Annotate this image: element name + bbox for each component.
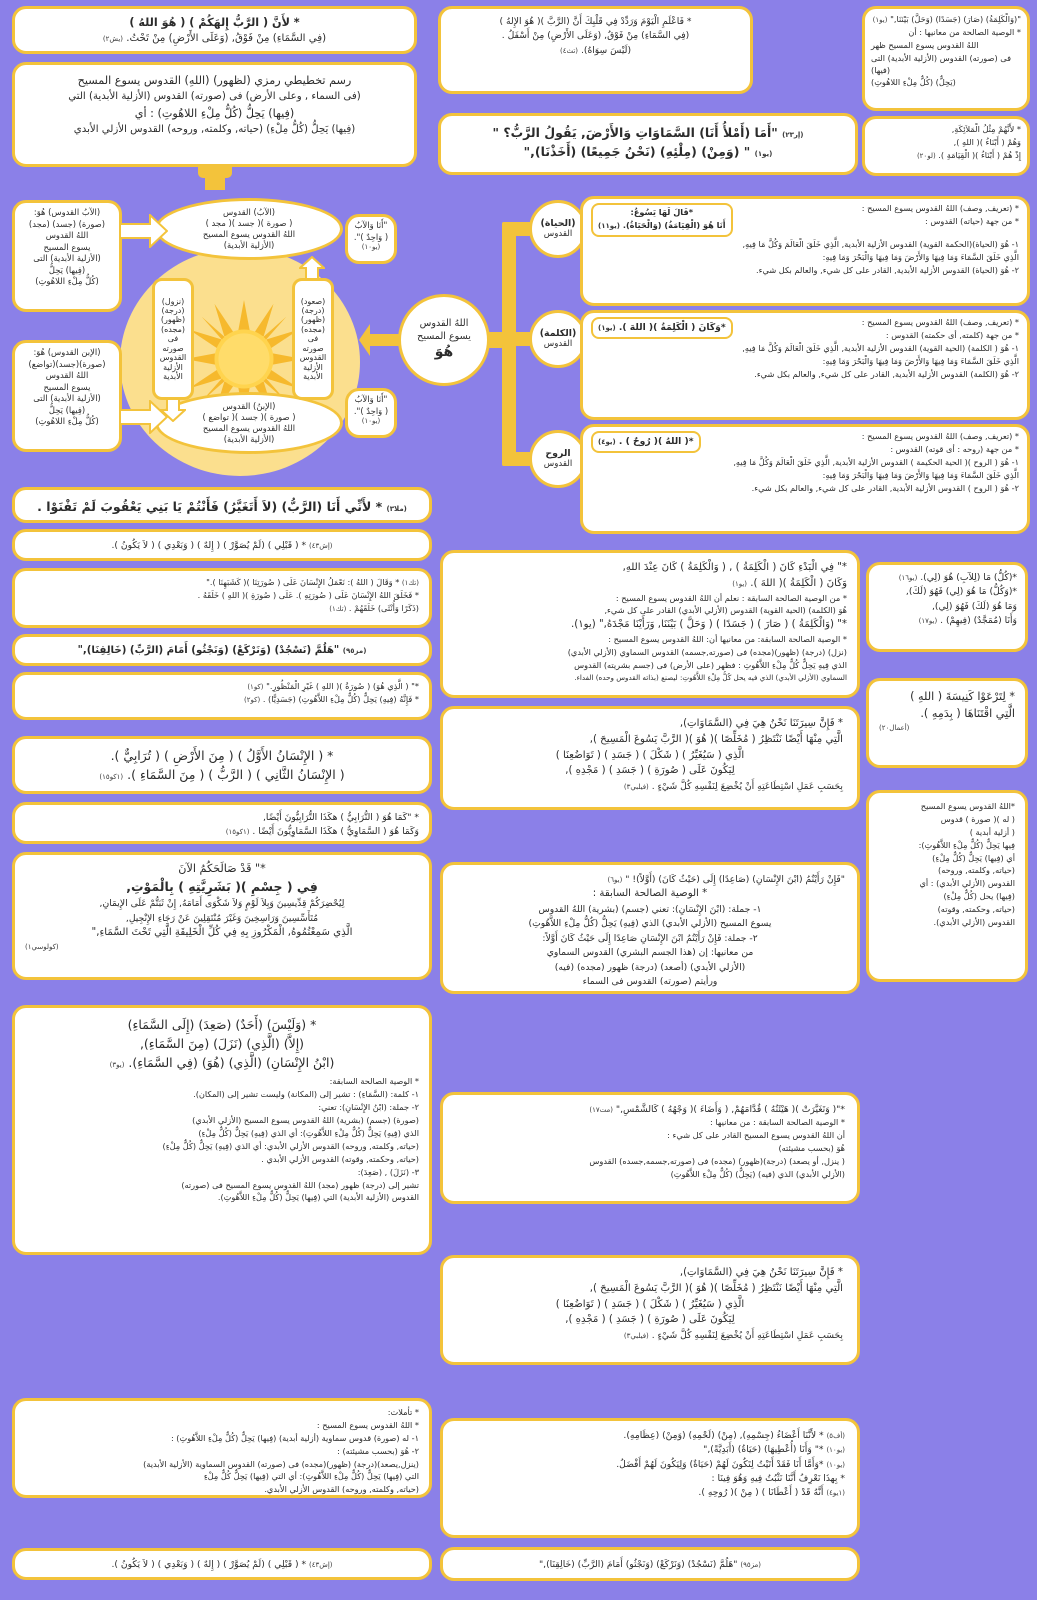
- fr3-l4: أي (فِيها) يَحِلُّ (كُلُّ مِلْءِ): [932, 852, 1015, 863]
- fr3-l9: القدوس (الأزلي الأبدي).: [933, 917, 1015, 928]
- father-l3: اللهُ القدوس يسوع المسيح: [202, 229, 296, 239]
- card-descend: [152, 278, 194, 400]
- ph-ref: (فيلبي٣): [623, 783, 649, 792]
- mal3-line: (ملا٣) * لأَنِّي أَنَا (الرَّبُّ) (لاَ أَتَغَيَّرُ) فَأَنْتُمْ يَا بَنِي يَعْقُوبَ لَمْ تَفْنَوْا .: [37, 499, 407, 514]
- card-john3: [12, 1005, 432, 1255]
- arrow-up-icon: [299, 256, 325, 280]
- card-deut4: [438, 6, 753, 94]
- card-john16-17: [866, 562, 1028, 652]
- jer23-ref2: (يو١): [754, 150, 773, 159]
- jer23-line2: (يو١) " (وَمِنْ) (مِلْئِهِ) (نَحْنُ جَمِيعًا) (أَخَذْنَا),": [523, 144, 773, 160]
- jw-l1: وَكَانَ ( الْكَلِمَةُ )( اللهَ ). (يو١): [732, 577, 847, 589]
- fatherdef-l7: (كُلُّ مِلْءِ اللاهُوتِ): [35, 276, 99, 287]
- gen1-l1: (تك١) * وَقَالَ ( اللهُ ): نَعْمَلُ الإِنْسَانَ عَلَى ( صُورَتِنَا )( كَشَبَهِنَا ).": [206, 577, 419, 587]
- sondef-l1: (الإبن القدوس) هُوَ:: [33, 347, 101, 357]
- colos-l5: الَّذِي سَمِعْتُمُوهُ, الْمَكْرُوزِ بِهِ فِي كُلِّ الْخَلِيقَةِ الَّتِي تَحْتَ السَّمَاءِ,": [91, 927, 353, 939]
- isa43b-ref: (إش٤٣): [309, 1561, 333, 1569]
- ps95b-line: (مز٩٥) "هَلُمَّ (نَسْجُدْ) (وَنَرْكَعْ) (وَنَجْثُو) أَمَامَ (الرَّبِّ) (خَالِقِنَا),": [538, 1559, 762, 1570]
- j6-l6: (الأزلي الأبدي) (أصعد) (درجة) ظهور (مجده) (فيه): [554, 961, 746, 973]
- ph-l4: بِحَسَبِ عَمَلِ اسْتِطَاعَتِهِ أَنْ يُخْضِعَ لِنَفْسِهِ كُلَّ شَيْءٍ . (فيلبي٣): [623, 781, 843, 793]
- ascend-l8: الأزلية: [303, 362, 323, 372]
- ph-l2: الَّذِي ( سَيُغَيِّرُ ) ( شَكْلَ ) ( جَسَدِ ) ( تَوَاضُعِنَا ): [555, 749, 745, 761]
- card-luke20: [862, 116, 1030, 176]
- descend-l6: صورته: [162, 343, 184, 353]
- fr2-ref: (أعمال٢٠): [879, 724, 910, 733]
- ep-ref3: (١يو٤): [826, 1489, 845, 1498]
- ascend-l9: الأبدية: [303, 372, 323, 382]
- card-col1: [12, 672, 432, 720]
- fr2-l0: * لِتَرْعَوْا كَنِيسَةَ ( اللهِ ): [910, 690, 1015, 703]
- title-line2: (فى السماء , وعلى الأرض) فى (صورته) القدوس (الأزلية الأبدية) التي: [68, 91, 361, 103]
- john3-n3: (صورة) (جسم) (بشرية) اللهُ القدوس يسوع المسيح (الأزلي الأبدي): [192, 1115, 419, 1126]
- mt-ref: (مت١٧): [589, 1106, 613, 1114]
- descend-l8: الأزلية: [163, 362, 183, 372]
- gen1-l3: (ذَكَرًا وَأُنْثَى) خَلَقَهُمْ . (تك١): [329, 602, 419, 613]
- word-l1: * (تعريف, وصف) اللهُ القدوس يسوع المسيح :: [861, 317, 1019, 327]
- ps95b-ref: (مز٩٥): [740, 1561, 762, 1569]
- life-l1: * (تعريف, وصف) اللهُ القدوس يسوع المسيح :: [861, 203, 1019, 213]
- card-isa43b: [12, 1548, 432, 1580]
- fr1-ref1: (يو١٧): [918, 617, 938, 626]
- j6-l2: ١- جملة: (ابْنَ الإِنْسَانِ): تعني (جسم) (بشرية) اللهُ القدوس: [538, 904, 762, 916]
- card-eph5: [440, 1418, 860, 1538]
- john3-ref: (يو٣): [109, 1061, 125, 1070]
- life-l4: الَّذِي خَلَقَ السَّمَاءَ وَمَا فِيهَا وَالأَرْضَ وَمَا فِيهَا وَالْبَحْرَ وَمَا فِيهِ:: [822, 251, 1019, 262]
- sondef-l2: (صورة)(جسد)(تواضع): [28, 358, 106, 369]
- mt-l5: (الأزلي الأبدي) الذي (فيه) (يَحِلُّ) (كُلُّ مِلْءِ اللاَّهُوتِ): [670, 1168, 845, 1179]
- taam-l2: ١- له (صورة) قدوس سماوية (أزلية أبدية) (فِيها) يَحِلُّ (كُلُّ مِلْءِ اللاَّهُوتِ) :: [170, 1432, 419, 1443]
- deut4-ref: (تث٤): [559, 46, 579, 55]
- sondef-l4: يسوع المسيح: [43, 381, 91, 392]
- ph-l0: * فَإِنَّ سِيرَتَنَا نَحْنُ هِيَ فِي (السَّمَاوَاتِ),: [679, 718, 843, 729]
- ph-l3: لِيَكُونَ عَلَى ( صُورَةِ ) ( جَسَدِ ) ( مَجْدِهِ ),: [565, 765, 735, 777]
- john3-l3: (ابْنُ الإِنْسَانِ) (الَّذِي) (هُوَ) (فِي السَّمَاءِ). (يو٣): [109, 1055, 335, 1071]
- col1-l2: * فَإِنَّهُ (فِيهِ) يَحِلُّ (كُلُّ مِلْءِ اللاَّهُوتِ) (جَسَدِيًّا) . (كو٢): [244, 693, 419, 704]
- j6-ref: (يو٦): [607, 876, 623, 884]
- col1-l1: *" ( الَّذِي هُوَ) ( صُورَةُ )( اللهِ ) غَيْرِ الْمَنْظُورِ." (كو١): [247, 681, 419, 691]
- john3-n5: (حياته, وكلمته, وروحه) القدوس الأزلي الأبدي: أي الذي (فِيهِ) يَحِلُّ (كُلُّ مِلْءِ): [162, 1140, 419, 1151]
- son-l1: (الإبنُ) القدوس: [222, 401, 276, 412]
- panel-spirit: [580, 424, 1030, 534]
- card-colossians1: [12, 852, 432, 980]
- taam-l3: ٢- هُوَ (بحسب مشيئته) :: [337, 1445, 419, 1456]
- card-gen1: [12, 568, 432, 628]
- fr3-l6: القدوس (الأزلي الأبدي) : أي: [919, 878, 1015, 889]
- john3-n8: تشير إلى (درجة) ظهور (مجد) اللهُ القدوس يسوع المسيح فى (صورته): [181, 1179, 419, 1190]
- ep-l3: * بِهذَا نَعْرِفُ أَنَّنَا نَثْبُتُ فِيهِ وَهُوَ فِينَا :: [711, 1473, 845, 1485]
- john3-n6: (حياته, وحكمته, وقوته) القدوس الأزلي الأبدي .: [261, 1153, 419, 1164]
- fr1-l0: *(كُلُّ) مَا (لِلآبِ) هُوَ (لِي). (يو١٦): [898, 572, 1017, 583]
- phb-ref: (فيلبي٣): [623, 1332, 649, 1341]
- deut4-line2: (فِي السَّمَاءِ) مِنْ فَوْقُ, (وَعَلَى الأَرْضِ) مِنْ أَسْفَلُ .: [501, 30, 690, 42]
- jw-l6: (نزل) (درجة) (ظهور)(مجده) فى (صورته,جسمه) القدوس السماوي (الأزلي الأبدي): [567, 647, 847, 658]
- title-line1: رسم تخطيطي رمزي (لظهور) (اللهِ) القدوس يسوع المسيح: [77, 74, 352, 87]
- john3-n1: ١- كلمة: (السَّمَاءِ) : تشير إلى (المكانة) وليست تشير إلى (المكان).: [193, 1089, 419, 1100]
- phb-l1: الَّتِي مِنْهَا أَيْضًا نَنْتَظِرُ ( مُخَلِّصًا )( هُوَ )( الرَّبَّ يَسُوعَ الْمَسِيحَ ),: [589, 1282, 843, 1294]
- card-1cor15: [12, 736, 432, 794]
- sondef-l7: (كُلُّ مِلْءِ اللاهُوتِ): [35, 416, 99, 427]
- card-1cor15b: [12, 802, 432, 844]
- title-line3: (فِيها) يَحِلُّ (كُلُّ مِلْءِ اللاهُوتِ) : أي: [134, 107, 295, 121]
- ep-ref1: (يو١٠): [826, 1446, 845, 1455]
- card-unity-top: [345, 214, 397, 264]
- descend-l1: (نزول): [161, 296, 185, 306]
- isa43-ref: (إش٤٣): [309, 542, 333, 550]
- son-l4: (الأزلية الأبدية): [223, 433, 275, 444]
- title-connector-stem: [205, 176, 225, 190]
- john1-line5: (يَحِلُّ) (كُلُّ مِلْءِ اللاهُوتِ): [871, 77, 956, 88]
- descend-l9: الأبدية: [163, 372, 183, 382]
- card-ascend: [292, 278, 334, 400]
- card-acts20: [866, 678, 1028, 768]
- ascend-l2: (درجة): [301, 305, 325, 315]
- card-john1-word: [440, 550, 860, 698]
- fr1-l1: *(وَكُلُّ) مَا هُوَ (لِي) فَهُوَ (لَكَ),: [905, 586, 1017, 598]
- ep-l2: (يو١٠) *وَأَمَّا أَنَا فَقَدْ أَتَيْتُ لِتَكُونَ لَهُمْ (حَيَاةٌ) وَلِيَكُونَ لَهُمْ أَفْضَلُ.: [616, 1458, 845, 1470]
- card-summary: [866, 790, 1028, 982]
- spirit-quote-box: [591, 431, 701, 453]
- word-l5: ٢- هُوَ (الكلمة) القدوس الأزلية الأبدية, القادر على كل شيء, والعالم بكل شيء.: [754, 368, 1019, 379]
- card-unity-bottom: [345, 388, 397, 438]
- node-branch-spirit: [529, 430, 587, 488]
- spirit-l1: * (تعريف, وصف) اللهُ القدوس يسوع المسيح :: [861, 431, 1019, 441]
- descend-l4: (مجده): [160, 324, 186, 334]
- life-quote-ref: (يو١١): [598, 221, 620, 230]
- arrow-left-hub-icon: [358, 322, 400, 358]
- jw-l7: الذي فِيهِ يَحِلُّ كُلُّ مِلْءِ اللاَّهُوتِ : فظهر (على الأرض) فى (جسم بشريته) القدوس: [574, 659, 847, 670]
- card-isa43: [12, 529, 432, 561]
- descend-l2: (درجة): [161, 305, 185, 315]
- fr3-l8: (حياته, وحكمته, وقوته): [937, 904, 1015, 915]
- cor15b-ref: (١كو١٥): [225, 828, 250, 837]
- j6-l5: من معانيها: إن (هذا الجسم البشري) القدوس السماوي: [546, 947, 754, 959]
- card-john6: [440, 862, 860, 994]
- father-l2: ( صورة )( جسد )( مجد ): [205, 218, 293, 229]
- verse-ref: (يش٢): [102, 35, 124, 44]
- branch-life-sub: القدوس: [543, 229, 573, 240]
- card-diagram-title: [12, 62, 417, 167]
- phb-l2: الَّذِي ( سَيُغَيِّرُ ) ( شَكْلَ ) ( جَسَدِ ) ( تَوَاضُعِنَا ): [555, 1298, 745, 1310]
- fr1-l3: وَأَنَا (مُمَجَّدٌ) (فِيهِمْ) . (يو١٧): [918, 615, 1017, 627]
- john1-ref: (يو١): [872, 16, 888, 24]
- mt-l4: ( ينزل, أو يصعد) (درجة)(ظهور) (مجده) فى (صورته,جسمه,جسده) القدوس: [589, 1156, 845, 1167]
- colos-ref: (كولوسي١): [25, 942, 59, 951]
- fr3-l3: فِيها يَحِلُّ (كُلُّ مِلْءِ اللاَّهُوتِ):: [918, 839, 1015, 850]
- jer23-ref1: (إر٢٣): [782, 131, 804, 139]
- fr3-l1: ( له )( صورة ) قدوس: [940, 813, 1015, 824]
- unitytop-ref: (يو١٠): [361, 243, 381, 251]
- father-l4: (الأزلية الأبدية): [223, 239, 275, 250]
- mt-l3: هُوَ (بحسب مشيئته): [778, 1143, 845, 1154]
- card-phil3b: [440, 1255, 860, 1365]
- ph-l1: الَّتِي مِنْهَا أَيْضًا نَنْتَظِرُ ( مُخَلِّصًا )( هُوَ )( الرَّبَّ يَسُوعَ الْمَسِيحَ ),: [589, 733, 843, 745]
- sondef-l6: (فِيها) يَحِلُّ: [48, 404, 86, 415]
- fatherdef-l3: اللهُ القدوس: [45, 230, 89, 241]
- title-line4: (فِيها) يَحِلُّ (كُلُّ مِلْءِ) (حياته, وكلمته, وروحه) القدوس الأزلي الأبدي: [73, 124, 356, 136]
- cor15b-l2: وَكَمَا هُوَ ( السَّمَاوِيُّ ) هكَذَا السَّمَاوِيُّونَ أَيْضًا . (١كو١٥): [225, 826, 419, 838]
- spirit-l5: ٢- هُوَ ( الروح ) القدوس الأزلية الأبدية, القادر على كل شيء, والعالم بكل شيء.: [751, 482, 1019, 493]
- john3-l1: * (وَلَيْسَ) (أَحَدٌ) (صَعِدَ) (إِلَى السَّمَاءِ): [127, 1017, 317, 1032]
- unitytop-l2: ( وَاحِدٌ )".: [353, 231, 389, 242]
- son-l2: ( صورة )( جسد )( تواضع ): [202, 412, 296, 423]
- phb-l4: بِحَسَبِ عَمَلِ اسْتِطَاعَتِهِ أَنْ يُخْضِعَ لِنَفْسِهِ كُلَّ شَيْءٍ . (فيلبي٣): [623, 1330, 843, 1342]
- word-quote-ref: (يو١): [598, 324, 616, 332]
- card-mal3: [12, 487, 432, 523]
- luke20-line2: وَهُمْ ( أَبْنَاءُ )( اللهِ ),: [953, 136, 1021, 147]
- word-l2: * من جهة (كلمته, أى حكمته) القدوس :: [885, 329, 1019, 340]
- word-quote-l1: *وَكَانَ ( الْكَلِمَةُ )( اللهَ ). (يو١): [598, 322, 726, 333]
- card-phil3: [440, 706, 860, 810]
- branch-spirit-label: الروح: [545, 448, 571, 460]
- colos-l4: مُتَأَسِّسِينَ وَرَاسِخِينَ وَغَيْرَ مُنْتَقِلِينَ عَنْ رَجَاءِ الإِنْجِيلِ,: [125, 912, 319, 924]
- word-l3: ١- هُوَ ( الكلمة) (الحية القوية) القدوس الأزلية الأبدية, الَّذِي خَلَقَ الْعَالَمَ وَكُلَّ مَا فِيهِ,: [742, 342, 1019, 353]
- colos-l1: *" قَدْ صَالَحَكُمُ الآنَ: [178, 862, 266, 875]
- john1-line1: "(وَالْكَلِمَةُ) (صَارَ) (جَسَدًا) (وَحَلَّ) بَيْنَنَا," (يو١): [872, 14, 1021, 24]
- col1-ref2: (كو٢): [244, 695, 261, 704]
- hub-l2: يسوع المسيح: [417, 330, 471, 342]
- ascend-l5: فى: [307, 334, 319, 344]
- card-taamolat: [12, 1398, 432, 1498]
- fr1-l2: وَمَا هُوَ (لَكَ) فَهُوَ (لِي),: [931, 600, 1017, 612]
- spirit-quote-l1: *( اللهُ )( رُوحٌ ) . (يو٤): [598, 436, 694, 447]
- branch-spirit-sub: القدوس: [543, 459, 573, 470]
- ps95-line: (مز٩٥) "هَلُمَّ (نَسْجُدْ) (وَنَرْكَعْ) (وَنَجْثُو) أَمَامَ (الرَّبِّ) (خَالِقِنَا),": [77, 645, 367, 656]
- arrow-right-father-icon: [120, 214, 168, 248]
- john3-notes: [25, 1076, 419, 1204]
- john3-n0: * الوصية الصالحة السابقة:: [329, 1076, 419, 1087]
- unitybot-l2: ( وَاحِدٌ )".: [353, 405, 389, 416]
- ascend-l4: (مجده): [300, 324, 326, 334]
- ep-ref0: (أف٥): [826, 1432, 845, 1440]
- jw-l2: * من الوصية الصالحة السابقة : نعلم أن اللهُ القدوس يسوع المسيح :: [615, 592, 847, 603]
- mt-l1: * الوصية الصالحة السابقة : من معانيها :: [709, 1117, 845, 1128]
- cor15-l1: * ( الإِنْسَانُ الأَوَّلُ ) ( مِنَ الأَرْضِ ) ( تُرَابِيٌّ ).: [110, 748, 334, 763]
- gen1-ref2: (تك١): [329, 604, 347, 613]
- verse-line2: (فِي السَّمَاءِ) مِنْ فَوْقُ, (وَعَلَى الأَرْضِ) مِنْ تَحْتُ. (يش٢): [102, 33, 327, 45]
- unitybot-ref: (يو١٠): [361, 417, 381, 425]
- life-l5: ٢- هُوَ (الحياة) القدوس الأزلية الأبدية, القادر على كل شيء, والعالم بكل شيء.: [756, 264, 1019, 275]
- ep-l1: (يو١٠) *" وَأَنَا (أُعْطِيهَا) (حَيَاةُ) (أَبَدِيَّةً),": [703, 1444, 845, 1456]
- life-l2: * من جهة (حياته) القدوس :: [925, 215, 1019, 226]
- father-l1: (الآبُ) القدوس: [223, 207, 275, 218]
- descend-l3: (ظهور): [160, 315, 186, 325]
- card-ps95: [12, 634, 432, 666]
- card-jer23: [438, 113, 858, 175]
- life-quote-box: [591, 203, 733, 237]
- spirit-l3: ١- هُوَ ( الروح )( الحية الحكيمة ) القدوس الأزلية الأبدية, الَّذِي خَلَقَ الْعَالَمَ وَكُلَّ مَا فِيهِ,: [733, 456, 1019, 467]
- gen1-l2: * فَخَلَقَ اللهُ الإِنْسَانَ عَلَى ( صُورَتِهِ ). عَلَى ( صُورَةِ )( اللهِ ) خَلَقَهُ .: [197, 589, 419, 600]
- phb-l3: لِيَكُونَ عَلَى ( صُورَةِ ) ( جَسَدِ ) ( مَجْدِهِ ),: [565, 1314, 735, 1326]
- j6-l1: * الوصية الصالحة السابقة :: [592, 888, 708, 900]
- jw-l8: السماوي (الأزلي الأبدي) الذي فيه يحل كُلُّ مِلْءِ اللاَّهُوتِ: ليصنع (بذاته القدوس وحده) الفداء.: [574, 672, 847, 682]
- luke20-line3: إِذْ هُمْ ( أَبْنَاءُ )( الْقِيَامَةِ ). (لو٢٠): [916, 149, 1021, 160]
- arrow-right-son-icon: [120, 400, 168, 434]
- deut4-line3: (لَيْسَ سِوَاهُ). (تث٤): [559, 44, 632, 56]
- taam-l1: * اللهُ القدوس يسوع المسيح :: [316, 1419, 419, 1430]
- branch-word-label: (الكلمة): [539, 328, 577, 340]
- fr3-l2: ( أزلية أبدية ): [969, 826, 1015, 837]
- john3-n9: القدوس (الأزلية الأبدية) التي (فِيها) يَحِلُّ (كُلُّ مِلْءِ اللاَّهُوتِ).: [217, 1192, 419, 1203]
- ascend-l6: صورته: [302, 343, 324, 353]
- jw-l5: * الوصية الصالحة السابقة: من معانيها أن: اللهُ القدوس يسوع المسيح :: [608, 634, 847, 645]
- fatherdef-l4: يسوع المسيح: [43, 241, 91, 252]
- life-l3: ١- هُوَ (الحياة)(الحكمة القوية) القدوس الأزلية الأبدية, الَّذِي خَلَقَ الْعَالَمَ وَكُلَّ مَا فِيهِ,: [742, 238, 1019, 249]
- word-l4: الَّذِي خَلَقَ السَّمَاءَ وَمَا فِيهَا وَالأَرْضَ وَمَا فِيهَا وَالْبَحْرَ وَمَا فِيهِ:: [822, 355, 1019, 366]
- jw-l0: *" فِي الْبَدْءِ كَانَ ( الْكَلِمَةُ ) , ( وَالْكَلِمَةُ ) كَانَ عِنْدَ اللهِ,: [622, 562, 847, 573]
- node-hub-christ: [398, 294, 490, 386]
- colos-l2: فِي ( جِسْمِ )( بَشَرِيَّتِهِ ) بِالْمَوْتِ,: [126, 879, 318, 895]
- card-john1-incarnation: [862, 6, 1030, 111]
- fr1-ref0: (يو١٦): [898, 574, 918, 582]
- fr3-l7: (فِيها) يحل (كُلُّ مِلْءِ): [943, 891, 1015, 902]
- j6-l7: ورأيتم (صورته) القدوس فى السماء: [582, 975, 718, 987]
- john1-line4: فى (صورته) القدوس (الأزلية الأبدية) التى (فيها): [871, 52, 1011, 75]
- john1-line2: * الوصية الصالحة من معانيها : أن: [908, 26, 1021, 37]
- gen1-ref1: (تك١): [401, 579, 419, 587]
- node-branch-life: [529, 200, 587, 258]
- ep-l0: (أف٥) * لأَنَّنَا أَعْضَاءُ (جِسْمِهِ), (مِنْ) (لَحْمِهِ) (وَمِنْ) (عِظَامِهِ).: [623, 1430, 845, 1441]
- deut4-line1: * فَاعْلَمِ الْيَوْمَ وَرَدِّدْ فِي قَلْبِكَ أَنَّ (الرَّبَّ )( هُوَ الإِلهُ ): [499, 16, 692, 27]
- hub-l1: اللهُ القدوس: [419, 317, 469, 329]
- ep-ref2: (يو١٠): [826, 1460, 845, 1469]
- node-branch-word: [529, 310, 587, 368]
- card-matt17: [440, 1092, 860, 1204]
- card-top-left-verse: [12, 6, 417, 54]
- unitybot-l1: "أَنَا وَالآبُ: [354, 394, 388, 404]
- col1-ref1: (كو١): [247, 683, 264, 691]
- isa43-line: (إش٤٣) * ( قَبْلِي ) (لَمْ يُصَوَّرْ ) ( إِلهٌ ) ( وَبَعْدِي ) ( لاَ يَكُونُ ).: [111, 540, 333, 551]
- sondef-l5: (الأزلية الأبدية) التى: [33, 393, 101, 404]
- john1-line3: اللهُ القدوس يسوع المسيح ظهر: [871, 39, 979, 50]
- jw-l3: هُوَ (الكلمة) (الحية القوية) القدوس (الأزلي الأبدي) القادر على كل شيء,: [604, 605, 847, 616]
- john3-n4: الذي (فِيهِ) يَحِلُّ (كُلُّ مِلْءِ اللاَّهُوتِ): أي الذي (فِيهِ) يَحِلُّ (كُلُّ مِلْءِ): [198, 1127, 419, 1138]
- fr3-l0: *اللهُ القدوس يسوع المسيح: [920, 801, 1015, 811]
- jer23-line1: (إر٢٣) "أَمَا (أَمْلأُ أَنَا) السَّمَاوَاتِ وَالأَرْضَ, يَقُولُ الرَّبُّ؟ ": [492, 125, 804, 140]
- hub-l3: هُوَ: [434, 344, 454, 361]
- mt-l0: *"( وَتَغَيَّرَتْ )( هَيْئَتُهُ ) قُدَّامَهُمْ, ( وَأَضَاءَ )( وَجْهُهُ ) كَالشَّمْسِ," (مت١٧): [589, 1104, 845, 1115]
- branch-life-label: (الحياة): [540, 218, 576, 230]
- node-father: [155, 198, 343, 260]
- fatherdef-l2: (صورة) (جسد) (مجد): [28, 218, 106, 229]
- fatherdef-l6: (فِيها) يَحِلُّ: [48, 264, 86, 275]
- fr3-l5: (حياته, وكلمته, وروحه): [938, 865, 1015, 876]
- taam-l5: التي (فِيها) يَحِلُّ (كُلُّ مِلْءِ اللاَّهُوتِ): أي التي (فِيها) يَحِلُّ كُلُّ مِلْءِ: [203, 1471, 419, 1482]
- descend-l5: فى: [167, 334, 179, 344]
- ascend-l3: (ظهور): [300, 315, 326, 325]
- j6-l4: ٢- جملة: فَإِنْ رَأَيْتُمُ ابْنَ الإِنْسَانِ صَاعِدًا إِلَى حَيْثُ كَانَ أَوَّلاً:: [542, 932, 758, 944]
- jw-ref: (يو١): [732, 579, 747, 588]
- fatherdef-l1: (الآبُ القدوس) هُوَ:: [33, 207, 101, 217]
- luke20-line1: * لأَنَّهُمْ مِثْلُ الْمَلاَئِكَةِ,: [951, 124, 1021, 134]
- mt-l2: أن اللهُ القدوس يسوع المسيح القادر على كل شيء :: [667, 1130, 845, 1141]
- john3-n7: ٣- (نَزَلَ) , (صَعِدَ):: [357, 1166, 419, 1177]
- son-l3: اللهُ القدوس يسوع المسيح: [202, 423, 296, 433]
- colos-l3: لِيُحْضِرَكُمْ قِدِّيسِينَ وَبِلاَ لَوْمٍ وَلاَ شَكْوَى أَمَامَهُ, إِنْ ثَبَتُّمْ عَلَى الإِيمَانِ,: [99, 898, 345, 910]
- ep-l4: (١يو٤) أَنَّهُ قَدْ ( أَعْطَانَا ) ( مِنْ )( رُوحِهِ ).: [698, 1487, 845, 1499]
- unitytop-l1: "أَنَا وَالآبُ: [354, 220, 388, 230]
- card-son-definition: [12, 340, 122, 452]
- word-quote-box: [591, 317, 733, 339]
- ascend-l7: القدوس: [299, 353, 327, 363]
- j6-l3: يسوع المسيح (الأزلي الأبدي) الذي (فِيهِ) يَحِلُّ (كُلُّ مِلْءِ اللاَّهُوتِ): [528, 918, 772, 930]
- spirit-l2: * من جهة (روحه : أى قوته) القدوس :: [890, 443, 1019, 454]
- descend-l7: القدوس: [159, 353, 187, 363]
- john3-l2: (إِلاَّ) (الَّذِي) (نَزَلَ) (مِنَ السَّمَاءِ),: [139, 1036, 305, 1052]
- luke20-ref: (لو٢٠): [916, 151, 936, 160]
- john3-n2: ٢- جملة: (ابْنُ الإِنْسَانِ): تعني:: [318, 1102, 419, 1113]
- isa43b-line: (إش٤٣) * ( قَبْلِي ) (لَمْ يُصَوَّرْ ) ( إِلهٌ ) ( وَبَعْدِي ) ( لاَ يَكُونُ ).: [111, 1559, 333, 1570]
- spirit-l4: الَّذِي خَلَقَ السَّمَاءَ وَمَا فِيهَا وَالأَرْضَ وَمَا فِيهَا وَالْبَحْرَ وَمَا فِيهِ:: [822, 469, 1019, 480]
- cor15-l2: ( الإِنْسَانُ الثَّانِي ) ( الرَّبُّ ) ( مِنَ السَّمَاءِ ). (١كو١٥): [99, 767, 345, 783]
- life-quote-l1: *قَالَ لَهَا يَسُوعُ:: [630, 207, 694, 217]
- panel-life: [580, 196, 1030, 306]
- cor15-ref: (١كو١٥): [99, 773, 124, 782]
- taam-l0: * تأملات:: [387, 1407, 419, 1417]
- ascend-l1: (صعود): [300, 296, 326, 306]
- j6-l0: "فَإِنْ رَأَيْتُمُ (ابْنَ الإِنْسَانِ) (صَاعِدًا) إِلَى (حَيْثُ كَانَ) (أَوَّلاً)! " (يو٦): [607, 874, 845, 885]
- cor15b-l1: * "كَمَا هُوَ ( التُّرَابِيُّ ) هكَذَا التُّرَابِيُّونَ أَيْضًا,: [262, 812, 419, 823]
- phb-l0: * فَإِنَّ سِيرَتَنَا نَحْنُ هِيَ فِي (السَّمَاوَاتِ),: [679, 1267, 843, 1278]
- card-ps95b: [440, 1547, 860, 1581]
- ps95-ref: (مز٩٥): [342, 647, 367, 655]
- fatherdef-l5: (الأزلية الأبدية) التى: [33, 253, 101, 264]
- fr2-l1: الَّتِي اقْتَنَاهَا ( بِدَمِهِ ).: [920, 707, 1015, 721]
- jw-l4: *" (وَالْكَلِمَةُ ) ( صَارَ ) ( جَسَدًا ) ( وَحَلَّ ) بَيْنَنَا, وَرَأَيْنَا مَجْدَهُ," (يو١).: [570, 619, 847, 631]
- life-quote-l2: أَنَا هُوَ (الْقِيَامَةُ) (وَالْحَيَاةُ). (يو١١): [598, 219, 726, 230]
- verse-line1: * لأَنَّ ( الرَّبُّ إِلهَكُمْ ) ( هُوَ اللهُ ): [129, 16, 300, 29]
- taam-l4: (ينزل,يصعد)(درجة) (ظهور)(مجده) فى (صورته) القدوس السماوية (الأزلية الأبدية): [143, 1458, 419, 1469]
- card-father-definition: [12, 200, 122, 312]
- sondef-l3: اللهُ القدوس: [45, 370, 89, 381]
- spirit-quote-ref: (يو٤): [598, 438, 616, 446]
- mal3-ref: (ملا٣): [386, 505, 407, 513]
- taam-l6: (حياته, وكلمته, وروحه) القدوس الأزلي الأبدي.: [264, 1484, 419, 1495]
- panel-word: [580, 310, 1030, 420]
- branch-word-sub: القدوس: [543, 339, 573, 350]
